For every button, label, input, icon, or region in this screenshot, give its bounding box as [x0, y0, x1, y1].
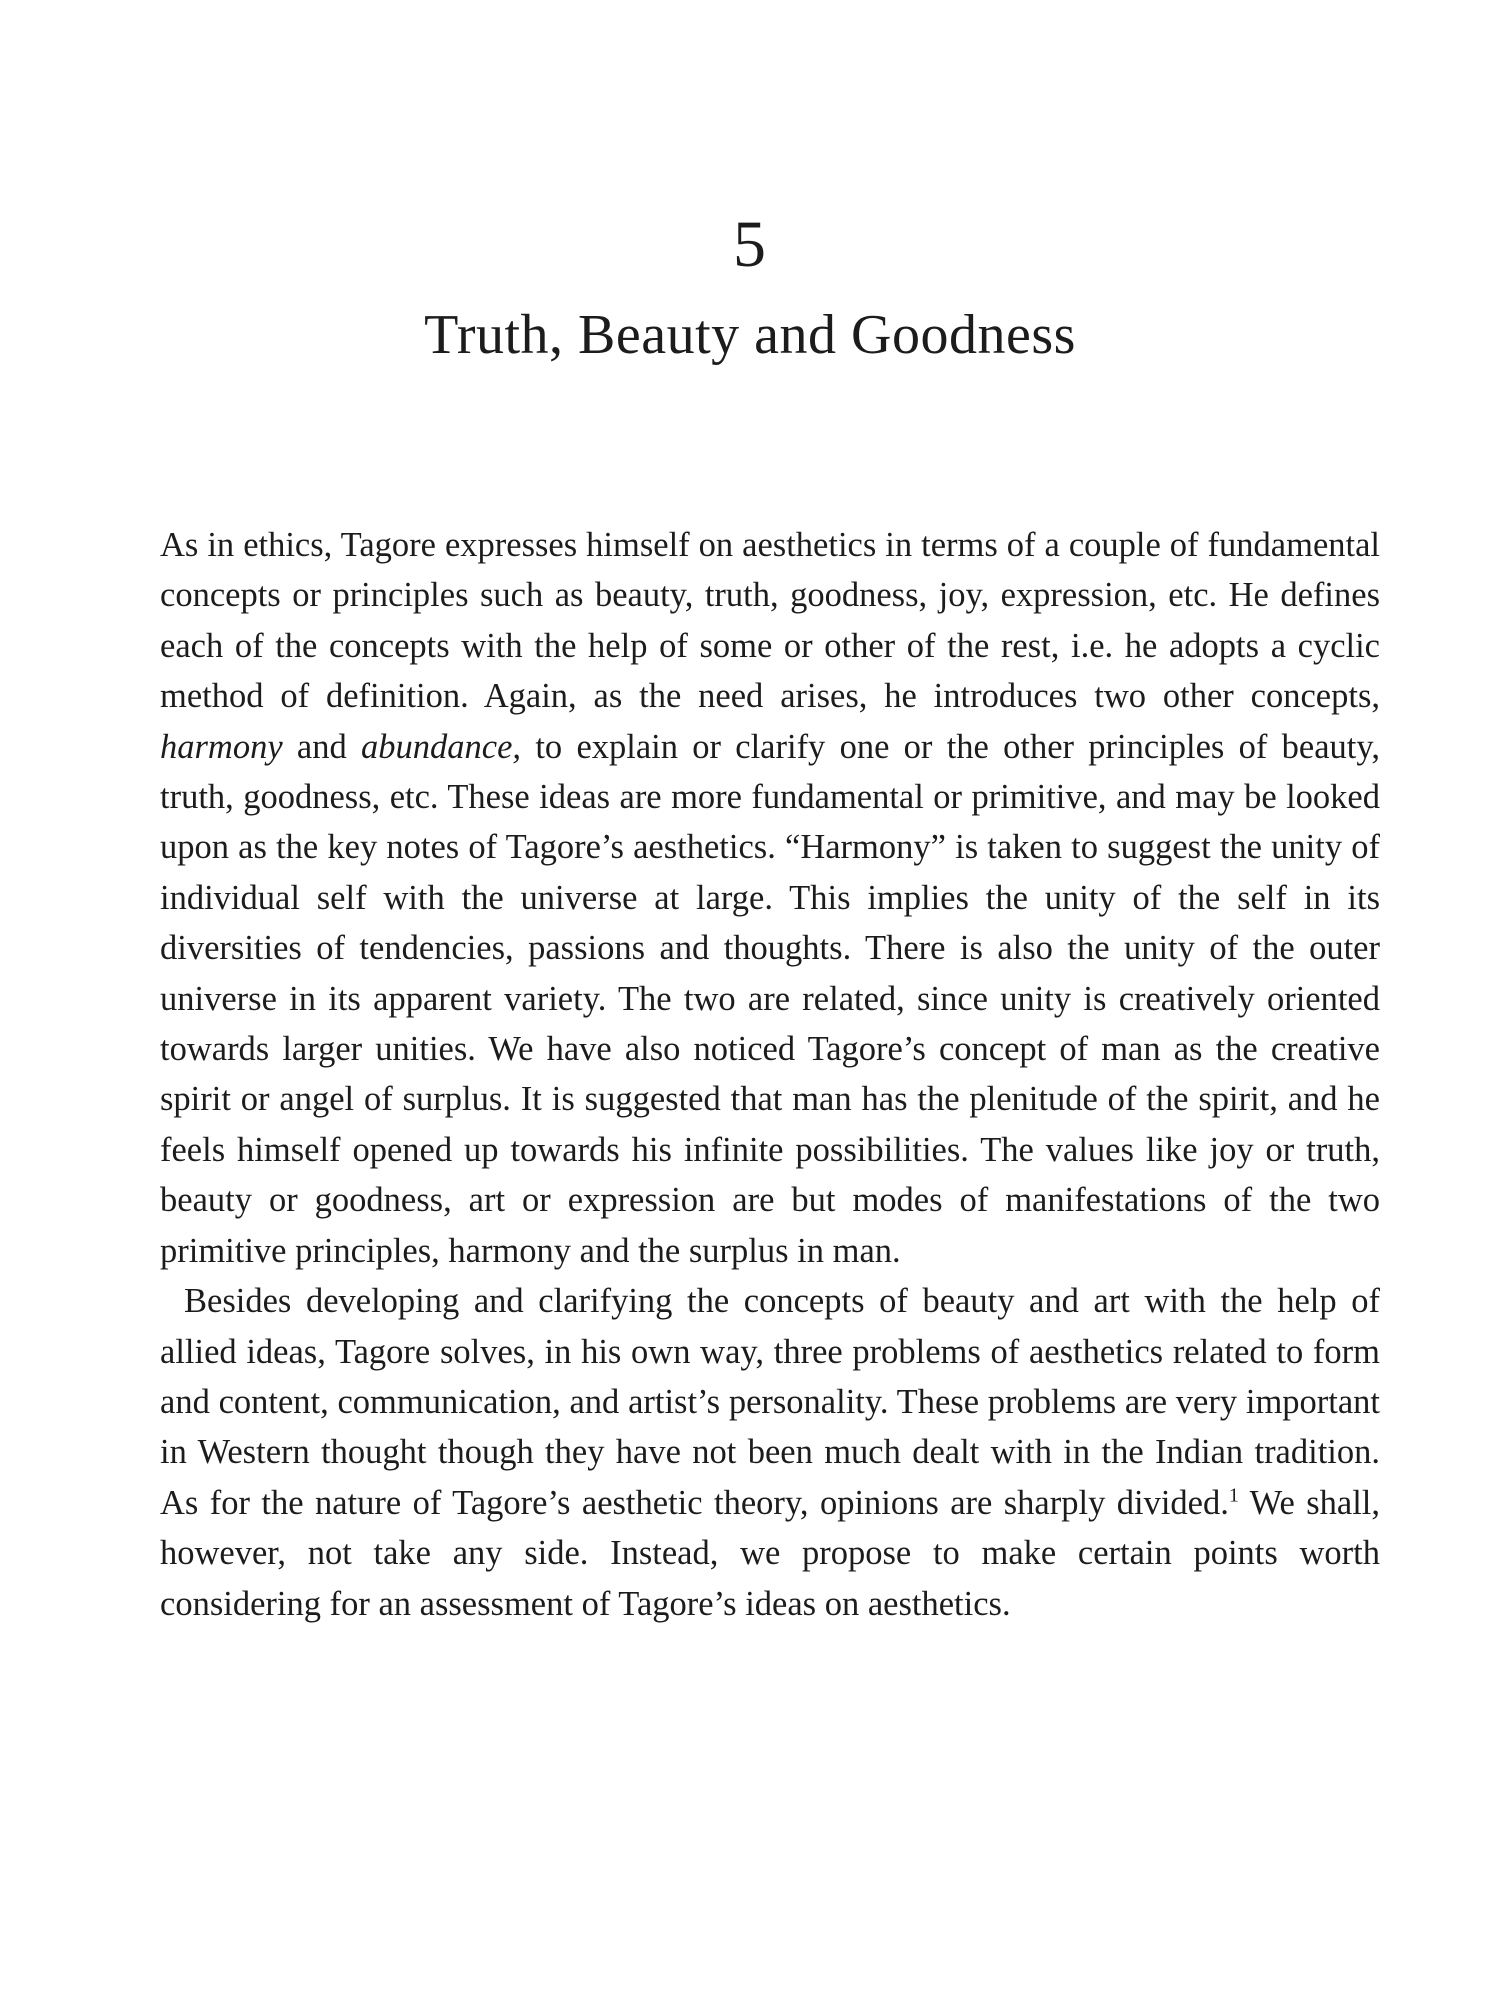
paragraph-1-text-c: to explain or clarify one or the other principles of beauty, truth, goodness, etc. These ideas are more fundamental or primitive, and may be looked upon as the key notes of Tagore’s aesthetics. “Harmony” is taken to suggest the unity of individual self with the universe at large. This implies the unity of the self in its diversities of tendencies, passions and thoughts. There is also the unity of the outer universe in its apparent variety. The two are related, since unity is creatively oriented towards larger unities. We have also noticed Tagore’s concept of man as the creative spirit or angel of surplus. It is suggested that man has the plenitude of the spirit, and he feels himself opened up towards his infinite possibilities. The values like joy or truth, beauty or goodness, art or expression are but modes of manifestations of the two primitive principles, harmony and the surplus in man. [160, 727, 1380, 1270]
paragraph-1-text-a: As in ethics, Tagore expresses himself on aesthetics in terms of a couple of fundamental concepts or principles such as beauty, truth, goodness, joy, expression, etc. He defines each of the concepts with the help of some or other of the rest, i.e. he adopts a cyclic method of definition. Again, as the need arises, he introduces two other concepts, [160, 526, 1380, 716]
term-harmony: harmony [160, 727, 283, 766]
paragraph-1-text-b: and [282, 727, 362, 766]
paragraph-2-text-b: We shall, however, not take any side. Instead, we propose to make certain points worth considering for an assessment of Tagore’s ideas on aesthetics. [160, 1483, 1380, 1623]
chapter-number: 5 [733, 208, 767, 281]
footnote-marker: 1 [1228, 1484, 1239, 1507]
term-abundance: abundance, [361, 727, 522, 766]
paragraph-2-text-a: Besides developing and clarifying the concepts of beauty and art with the help of allied ideas, Tagore solves, in his own way, three problems of aesthetics related to form and content, communication, and artist’s personality. These problems are very important in Western thought though they have not been much dealt with in the Indian tradition. As for the nature of Tagore’s aesthetic theory, opinions are sharply divided. [160, 1282, 1380, 1522]
paragraph-1 [160, 520, 1380, 1276]
chapter-body [160, 520, 1380, 1629]
paragraph-2 [160, 1276, 1380, 1629]
chapter-title: Truth, Beauty and Goodness [424, 304, 1076, 366]
